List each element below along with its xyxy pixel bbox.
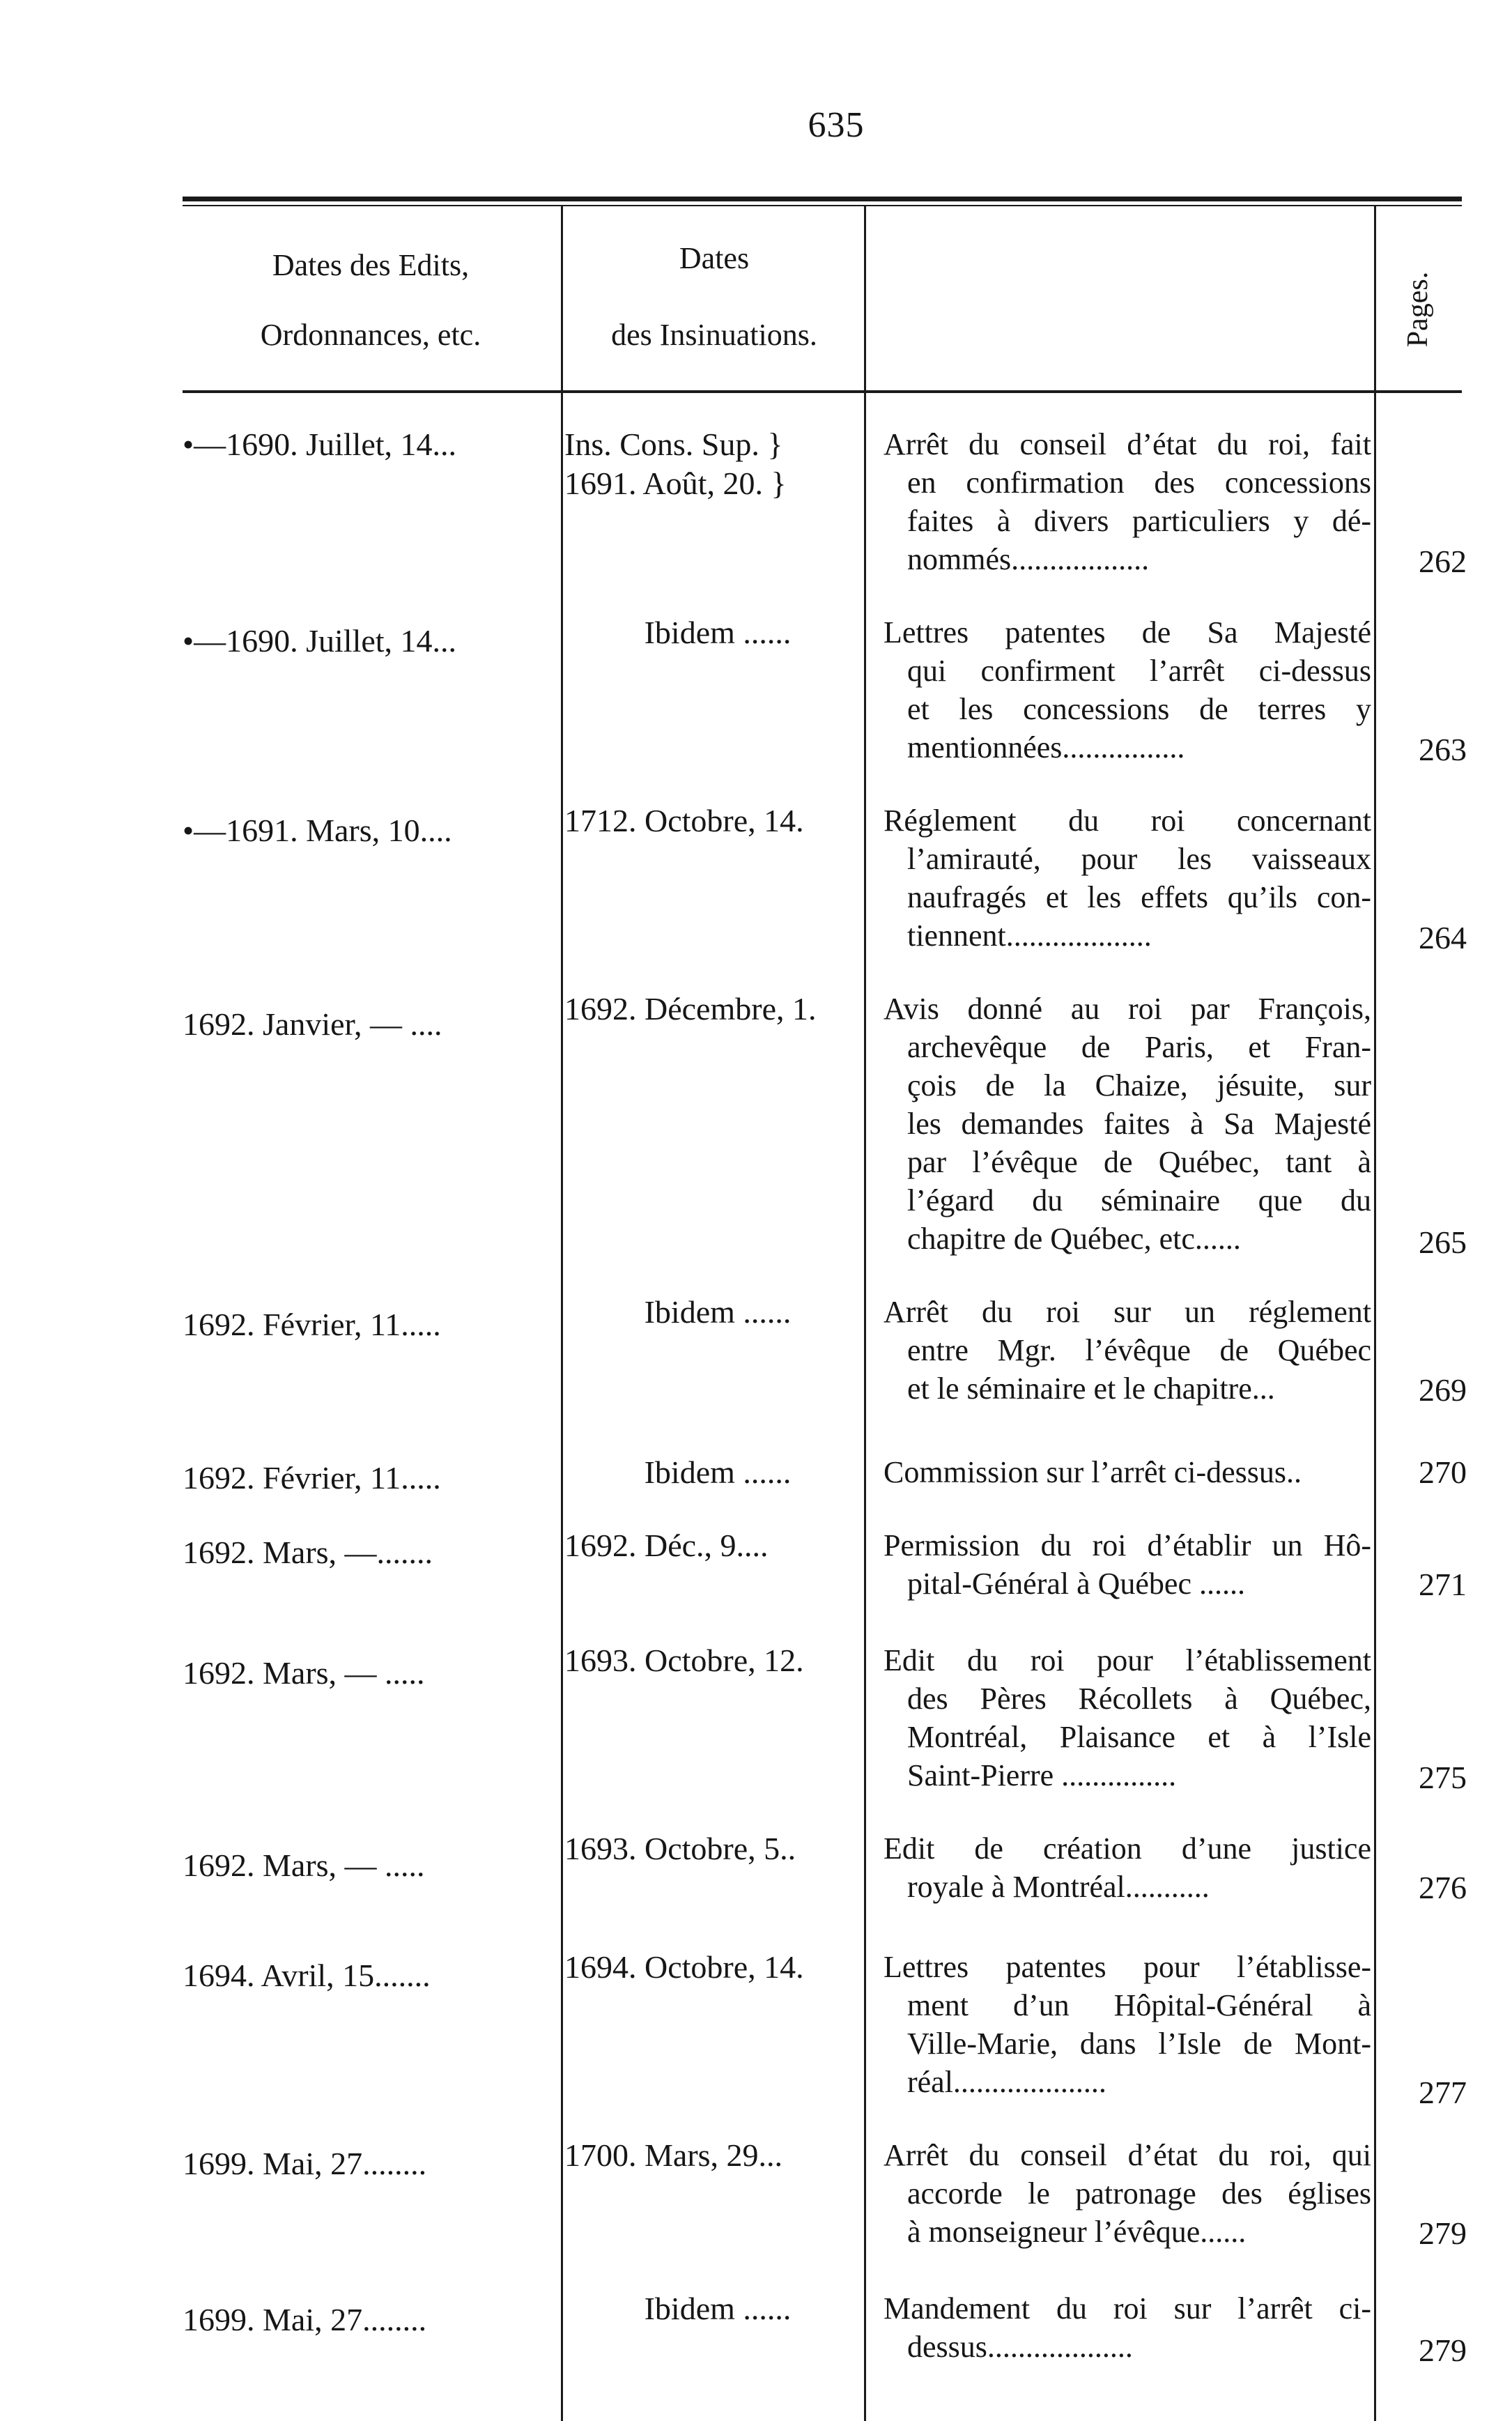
entry-description	[884, 1293, 1371, 1408]
insinuation-date	[578, 2289, 857, 2328]
edit-date: 1692. Mars, — .....	[183, 1655, 425, 1691]
description-line: Mandement du roi sur l’arrêt ci-	[884, 2291, 1371, 2326]
entry-description	[884, 1526, 1371, 1603]
description-line: et le séminaire et le chapitre...	[907, 1371, 1275, 1406]
page-reference: 276	[1419, 1870, 1467, 1905]
description-line: royale à Montréal...........	[907, 1870, 1210, 1904]
insinuation-line: 1691. Août, 20. }	[564, 466, 787, 501]
insinuation-date	[578, 1453, 857, 1492]
entry-description	[884, 1641, 1371, 1794]
column-divider-1	[561, 206, 563, 2421]
header-edits-line1: Dates des Edits,	[272, 248, 470, 282]
description-line: Lettres patentes pour l’établisse-	[884, 1950, 1371, 1984]
insinuation-line: Ibidem ......	[644, 1294, 792, 1330]
insinuation-line: Ibidem ......	[644, 615, 792, 650]
description-line: ment d’un Hôpital-Général à	[907, 1988, 1371, 2022]
insinuation-date	[564, 1526, 857, 1565]
top-rule-thin	[183, 205, 1462, 206]
insinuation-date	[564, 1829, 857, 1868]
description-line: Saint-Pierre ...............	[907, 1758, 1177, 1792]
description-line: Réglement du roi concernant	[884, 804, 1371, 838]
description-line: chapitre de Québec, etc......	[907, 1222, 1241, 1256]
insinuation-line: 1694. Octobre, 14.	[564, 1949, 804, 1985]
edit-date: 1692. Mars, —.......	[183, 1535, 433, 1570]
insinuation-line: 1692. Décembre, 1.	[564, 991, 817, 1027]
page-reference: 270	[1419, 1454, 1467, 1490]
description-line: mentionnées................	[907, 730, 1185, 764]
page-reference: 277	[1419, 2075, 1467, 2110]
edit-date: 1692. Février, 11.....	[183, 1460, 441, 1496]
insinuation-date	[578, 1293, 857, 1332]
description-line: faites à divers particuliers y dé-	[907, 504, 1371, 538]
entry-description	[884, 1829, 1371, 1906]
insinuation-line: 1692. Déc., 9....	[564, 1528, 769, 1563]
page-reference: 275	[1419, 1760, 1467, 1795]
edit-date: 1692. Mars, — .....	[183, 1847, 425, 1883]
entry-description	[884, 613, 1371, 767]
description-line: pital-Général à Québec ......	[907, 1567, 1245, 1601]
edit-date: 1692. Février, 11.....	[183, 1307, 441, 1342]
top-rule-thick	[183, 197, 1462, 201]
entry-description	[884, 1948, 1371, 2101]
page-number: 635	[808, 105, 865, 145]
description-line: Arrêt du conseil d’état du roi, qui	[884, 2138, 1371, 2172]
description-line: Edit du roi pour l’établissement	[884, 1643, 1371, 1677]
insinuation-line: 1693. Octobre, 12.	[564, 1643, 804, 1678]
entry-description	[884, 801, 1371, 955]
description-line: Arrêt du conseil d’état du roi, fait	[884, 427, 1371, 461]
edit-date: •—1690. Juillet, 14...	[183, 426, 457, 462]
description-line: dessus...................	[907, 2330, 1133, 2364]
page-reference: 269	[1419, 1372, 1467, 1408]
description-line: tiennent...................	[907, 919, 1152, 953]
insinuation-line: 1712. Octobre, 14.	[564, 803, 804, 838]
description-line: les demandes faites à Sa Majesté	[907, 1107, 1371, 1141]
header-edits-line2: Ordonnances, etc.	[260, 318, 481, 352]
edit-date: •—1691. Mars, 10....	[183, 813, 452, 848]
entry-description	[884, 2136, 1371, 2251]
description-line: Commission sur l’arrêt ci-dessus..	[884, 1455, 1302, 1489]
entry-description	[884, 2289, 1371, 2366]
page-reference: 279	[1419, 2215, 1467, 2251]
edit-date: 1694. Avril, 15.......	[183, 1958, 431, 1993]
insinuation-line: Ibidem ......	[644, 2291, 792, 2326]
header-pages: Pages.	[1402, 271, 1434, 348]
insinuation-date	[564, 425, 857, 503]
description-line: Lettres patentes de Sa Majesté	[884, 615, 1371, 650]
description-line: l’amirauté, pour les vaisseaux	[907, 842, 1371, 876]
description-line: des Pères Récollets à Québec,	[907, 1682, 1371, 1716]
edit-date: 1699. Mai, 27........	[183, 2146, 427, 2181]
description-line: Montréal, Plaisance et à l’Isle	[907, 1720, 1371, 1754]
description-line: Permission du roi d’établir un Hô-	[884, 1528, 1371, 1562]
column-divider-3	[1374, 206, 1376, 2421]
description-line: Ville-Marie, dans l’Isle de Mont-	[907, 2027, 1371, 2061]
insinuation-date	[564, 1948, 857, 1987]
insinuation-date	[564, 801, 857, 840]
description-line: l’égard du séminaire que du	[907, 1183, 1371, 1217]
page-reference: 262	[1419, 544, 1467, 579]
insinuation-date	[564, 990, 857, 1029]
header-insinuations-line2: des Insinuations.	[611, 318, 817, 352]
header-rule	[183, 390, 1462, 393]
insinuation-date	[564, 1641, 857, 1680]
edit-date: 1699. Mai, 27........	[183, 2302, 427, 2337]
insinuation-date	[578, 613, 857, 652]
description-line: çois de la Chaize, jésuite, sur	[907, 1068, 1371, 1102]
page-reference: 265	[1419, 1224, 1467, 1260]
description-line: accorde le patronage des églises	[907, 2176, 1371, 2211]
description-line: qui confirment l’arrêt ci-dessus	[907, 654, 1371, 688]
entry-description	[884, 1453, 1371, 1491]
page-reference: 279	[1419, 2332, 1467, 2368]
description-line: à monseigneur l’évêque......	[907, 2215, 1247, 2249]
insinuation-date	[564, 2136, 857, 2175]
description-line: Avis donné au roi par François,	[884, 992, 1371, 1026]
description-line: Arrêt du roi sur un réglement	[884, 1295, 1371, 1329]
description-line: archevêque de Paris, et Fran-	[907, 1030, 1371, 1064]
edit-date: 1692. Janvier, — ....	[183, 1006, 442, 1042]
insinuation-line: Ins. Cons. Sup. }	[564, 426, 783, 462]
description-line: en confirmation des concessions	[907, 466, 1371, 500]
page-reference: 263	[1419, 732, 1467, 767]
page-reference: 264	[1419, 920, 1467, 955]
description-line: et les concessions de terres y	[907, 692, 1371, 726]
description-line: réal....................	[907, 2065, 1106, 2099]
insinuation-line: 1700. Mars, 29...	[564, 2137, 783, 2173]
description-line: nommés..................	[907, 542, 1150, 576]
insinuation-line: 1693. Octobre, 5..	[564, 1831, 796, 1866]
description-line: entre Mgr. l’évêque de Québec	[907, 1333, 1371, 1367]
header-insinuations-line1: Dates	[679, 241, 750, 275]
column-divider-2	[864, 206, 866, 2421]
description-line: naufragés et les effets qu’ils con-	[907, 880, 1371, 914]
edit-date: •—1690. Juillet, 14...	[183, 623, 457, 659]
entry-description	[884, 990, 1371, 1258]
page-reference: 271	[1419, 1567, 1467, 1602]
description-line: par l’évêque de Québec, tant à	[907, 1145, 1371, 1179]
entry-description	[884, 425, 1371, 578]
insinuation-line: Ibidem ......	[644, 1454, 792, 1490]
description-line: Edit de création d’une justice	[884, 1831, 1371, 1866]
